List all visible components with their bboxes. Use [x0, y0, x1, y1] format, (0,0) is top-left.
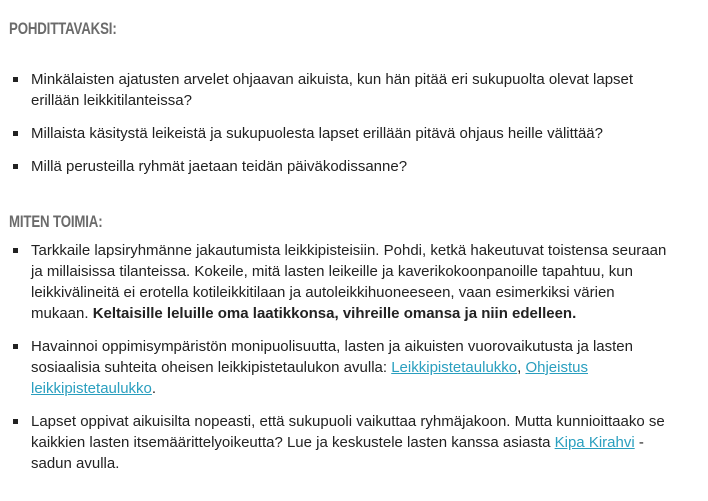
list-item-text: Millä perusteilla ryhmät jaetaan teidän päiväkodissanne? [31, 158, 408, 175]
list-item-text: Lapset oppivat aikuisilta nopeasti, että sukupuoli vaikuttaa ryhmäjakoon. Mutta kunnioittaako se kaikkien lasten itsemäärittelyoikeutta? Lue ja keskustele lasten kanssa asiasta [31, 413, 665, 451]
list-item-text: Tarkkaile lapsiryhmänne jakautumista leikkipisteisiin. Pohdi, ketkä hakeutuvat toistensa seuraan ja millaisissa tilanteissa. Kokeile, mitä lasten leikeille ja kaverikokoonpanoille tapahtuu, kun leikkivälineitä ei erotella kotileikkitilaan ja autoleikkihuoneeseen, vaan esimerkiksi värien mukaan. [31, 242, 667, 322]
square-bullet-icon [13, 131, 18, 136]
list-item [0, 156, 671, 177]
section-heading-miten-toimia: MITEN TOIMIA: [9, 212, 103, 231]
list-item [0, 240, 671, 324]
list-item [0, 411, 671, 474]
ohjeistus-leikkipistetaulukko-link[interactable]: Ohjeistus leikkipistetaulukko [31, 359, 588, 397]
list-item-text: Millaista käsitystä leikeistä ja sukupuolesta lapset erillään pitävä ohjaus heille välittää? [31, 125, 603, 142]
list-item-bold-text: Keltaisille leluille oma laatikkonsa, vihreille omansa ja niin edelleen. [92, 305, 577, 322]
leikkipistetaulukko-link[interactable]: Leikkipistetaulukko [391, 359, 518, 376]
reflection-questions-list [0, 69, 671, 189]
square-bullet-icon [13, 344, 18, 349]
square-bullet-icon [13, 419, 18, 424]
list-item-text: Minkälaisten ajatusten arvelet ohjaavan aikuista, kun hän pitää eri sukupuolta olevat lapset erillään leikkitilanteissa? [31, 71, 634, 109]
end-punctuation: . [151, 380, 157, 397]
square-bullet-icon [13, 77, 18, 82]
list-item [0, 69, 671, 111]
list-item [0, 336, 671, 399]
actions-list [0, 240, 671, 486]
section-heading-pohdittavaksi: POHDITTAVAKSI: [9, 19, 117, 38]
kipa-kirahvi-link[interactable]: Kipa Kirahvi [554, 434, 635, 451]
list-item [0, 123, 671, 144]
separator-text: , [517, 359, 522, 376]
list-item-end-text: -sadun avulla. [31, 434, 644, 472]
list-item-text: Havainnoi oppimisympäristön monipuolisuutta, lasten ja aikuisten vuorovaikutusta ja lasten sosiaalisia suhteita oheisen leikkipistetaulukon avulla: [31, 338, 633, 376]
square-bullet-icon [13, 164, 18, 169]
square-bullet-icon [13, 248, 18, 253]
